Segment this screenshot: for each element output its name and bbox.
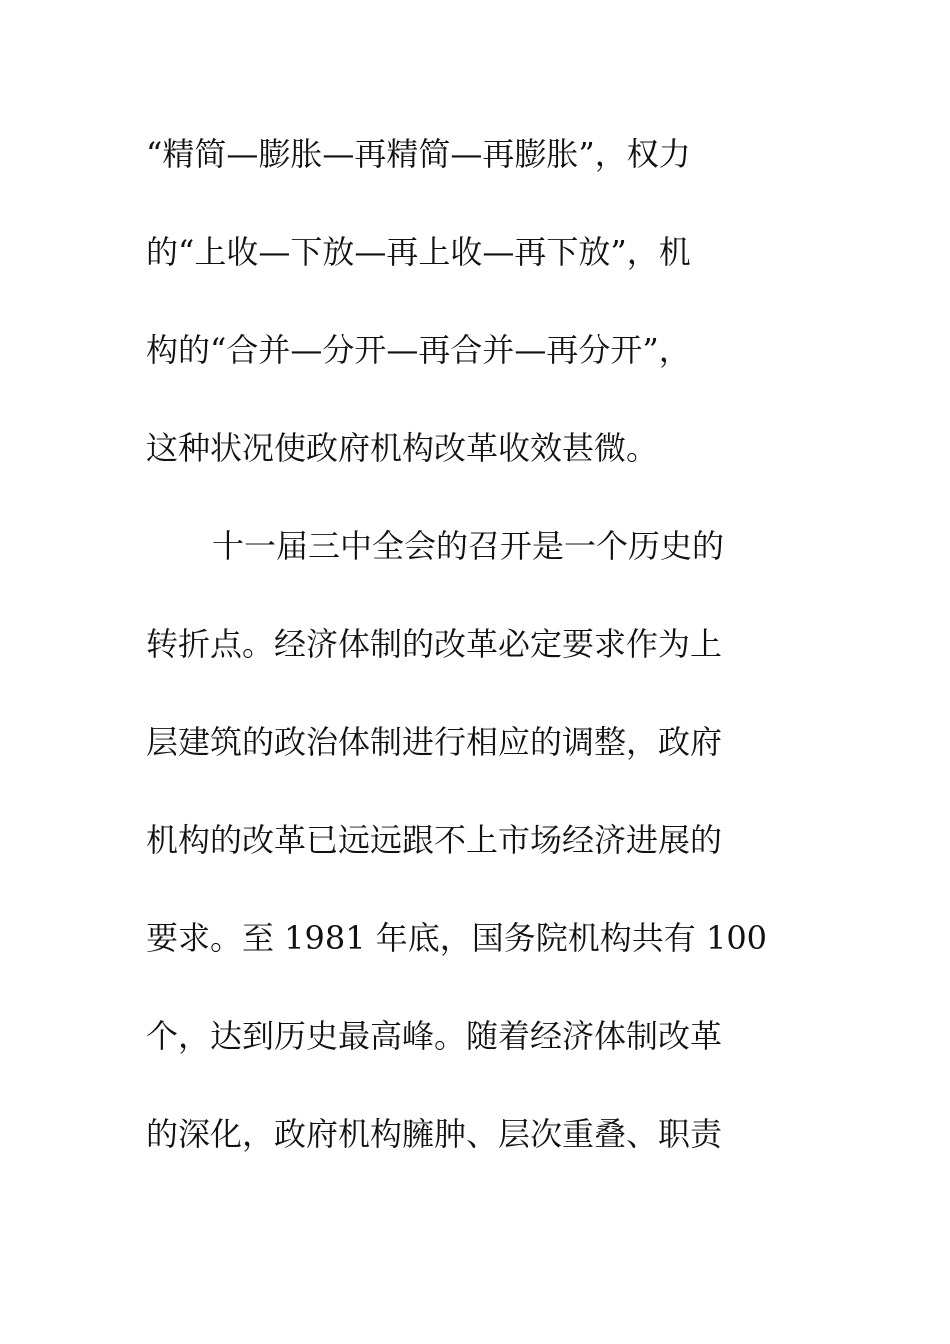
paragraph-first-line: 十一届三中全会的召开是一个历史的 [212, 527, 725, 565]
text-line: 的“上收—下放—再上收—再下放”，机 [146, 233, 691, 271]
text-line: 要求。至 1981 年底，国务院机构共有 100 [146, 919, 768, 957]
text-line: 构的“合并—分开—再合并—再分开”， [146, 331, 691, 369]
text-line: 机构的改革已远远跟不上市场经济进展的 [146, 821, 723, 859]
body-text [146, 127, 786, 1205]
text-line: 转折点。经济体制的改革必定要求作为上 [146, 625, 723, 663]
text-line: “精简—膨胀—再精简—再膨胀”，权力 [146, 135, 691, 173]
text-line: 层建筑的政治体制进行相应的调整，政府 [146, 723, 723, 761]
text-line: 个，达到历史最高峰。随着经济体制改革 [146, 1017, 723, 1055]
text-line: 这种状况使政府机构改革收效甚微。 [146, 429, 659, 467]
text-line: 的深化，政府机构臃肿、层次重叠、职责 [146, 1115, 723, 1153]
